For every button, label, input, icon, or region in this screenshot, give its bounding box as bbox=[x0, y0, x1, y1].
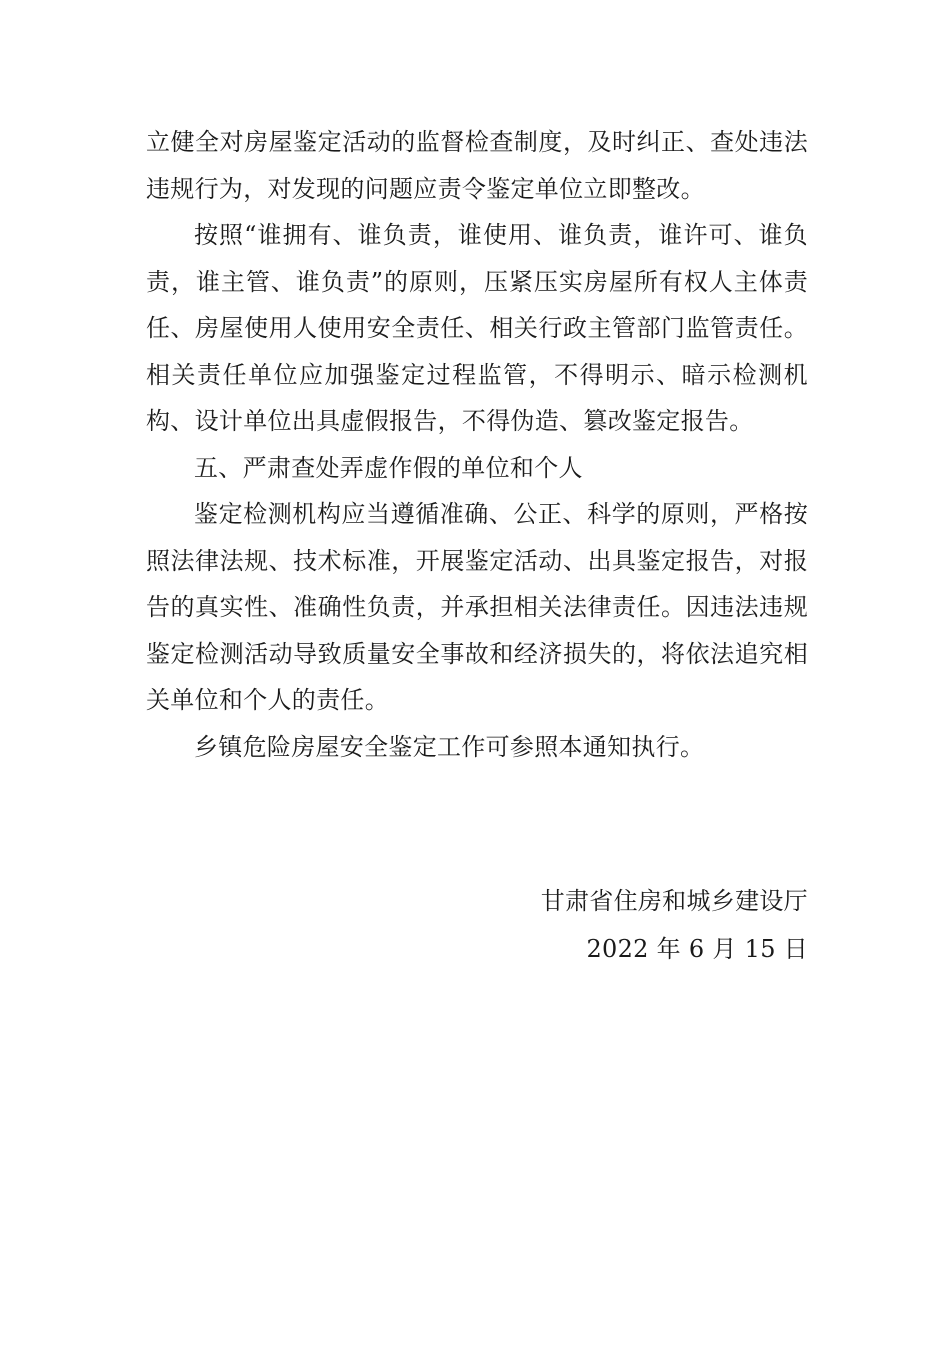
paragraph-responsibility-principle: 按照“谁拥有、谁负责，谁使用、谁负责，谁许可、谁负责，谁主管、谁负责”的原则，压紧压实房屋所有权人主体责任、房屋使用人使用安全责任、相关行政主管部门监管责任。相关责任单位应加强鉴定过程监管，不得明示、暗示检测机构、设计单位出具虚假报告，不得伪造、篡改鉴定报告。 bbox=[146, 221, 808, 435]
issue-date: 2022 年 6 月 15 日 bbox=[586, 935, 808, 963]
paragraph-inspection-agencies: 鉴定检测机构应当遵循准确、公正、科学的原则，严格按照法律法规、技术标准，开展鉴定活动、出具鉴定报告，对报告的真实性、准确性负责，并承担相关法律责任。因违法违规鉴定检测活动导致质量安全事故和经济损失的，将依法追究相关单位和个人的责任。 bbox=[146, 500, 808, 714]
section-heading-five: 五、严肃查处弄虚作假的单位和个人 bbox=[194, 453, 583, 482]
document-body bbox=[146, 119, 808, 770]
issuing-organization: 甘肃省住房和城乡建设厅 bbox=[540, 887, 808, 915]
paragraph-continuation: 立健全对房屋鉴定活动的监督检查制度，及时纠正、查处违法违规行为，对发现的问题应责令鉴定单位立即整改。 bbox=[146, 128, 808, 203]
paragraph-township-reference: 乡镇危险房屋安全鉴定工作可参照本通知执行。 bbox=[194, 732, 705, 761]
signature-block bbox=[541, 877, 808, 973]
